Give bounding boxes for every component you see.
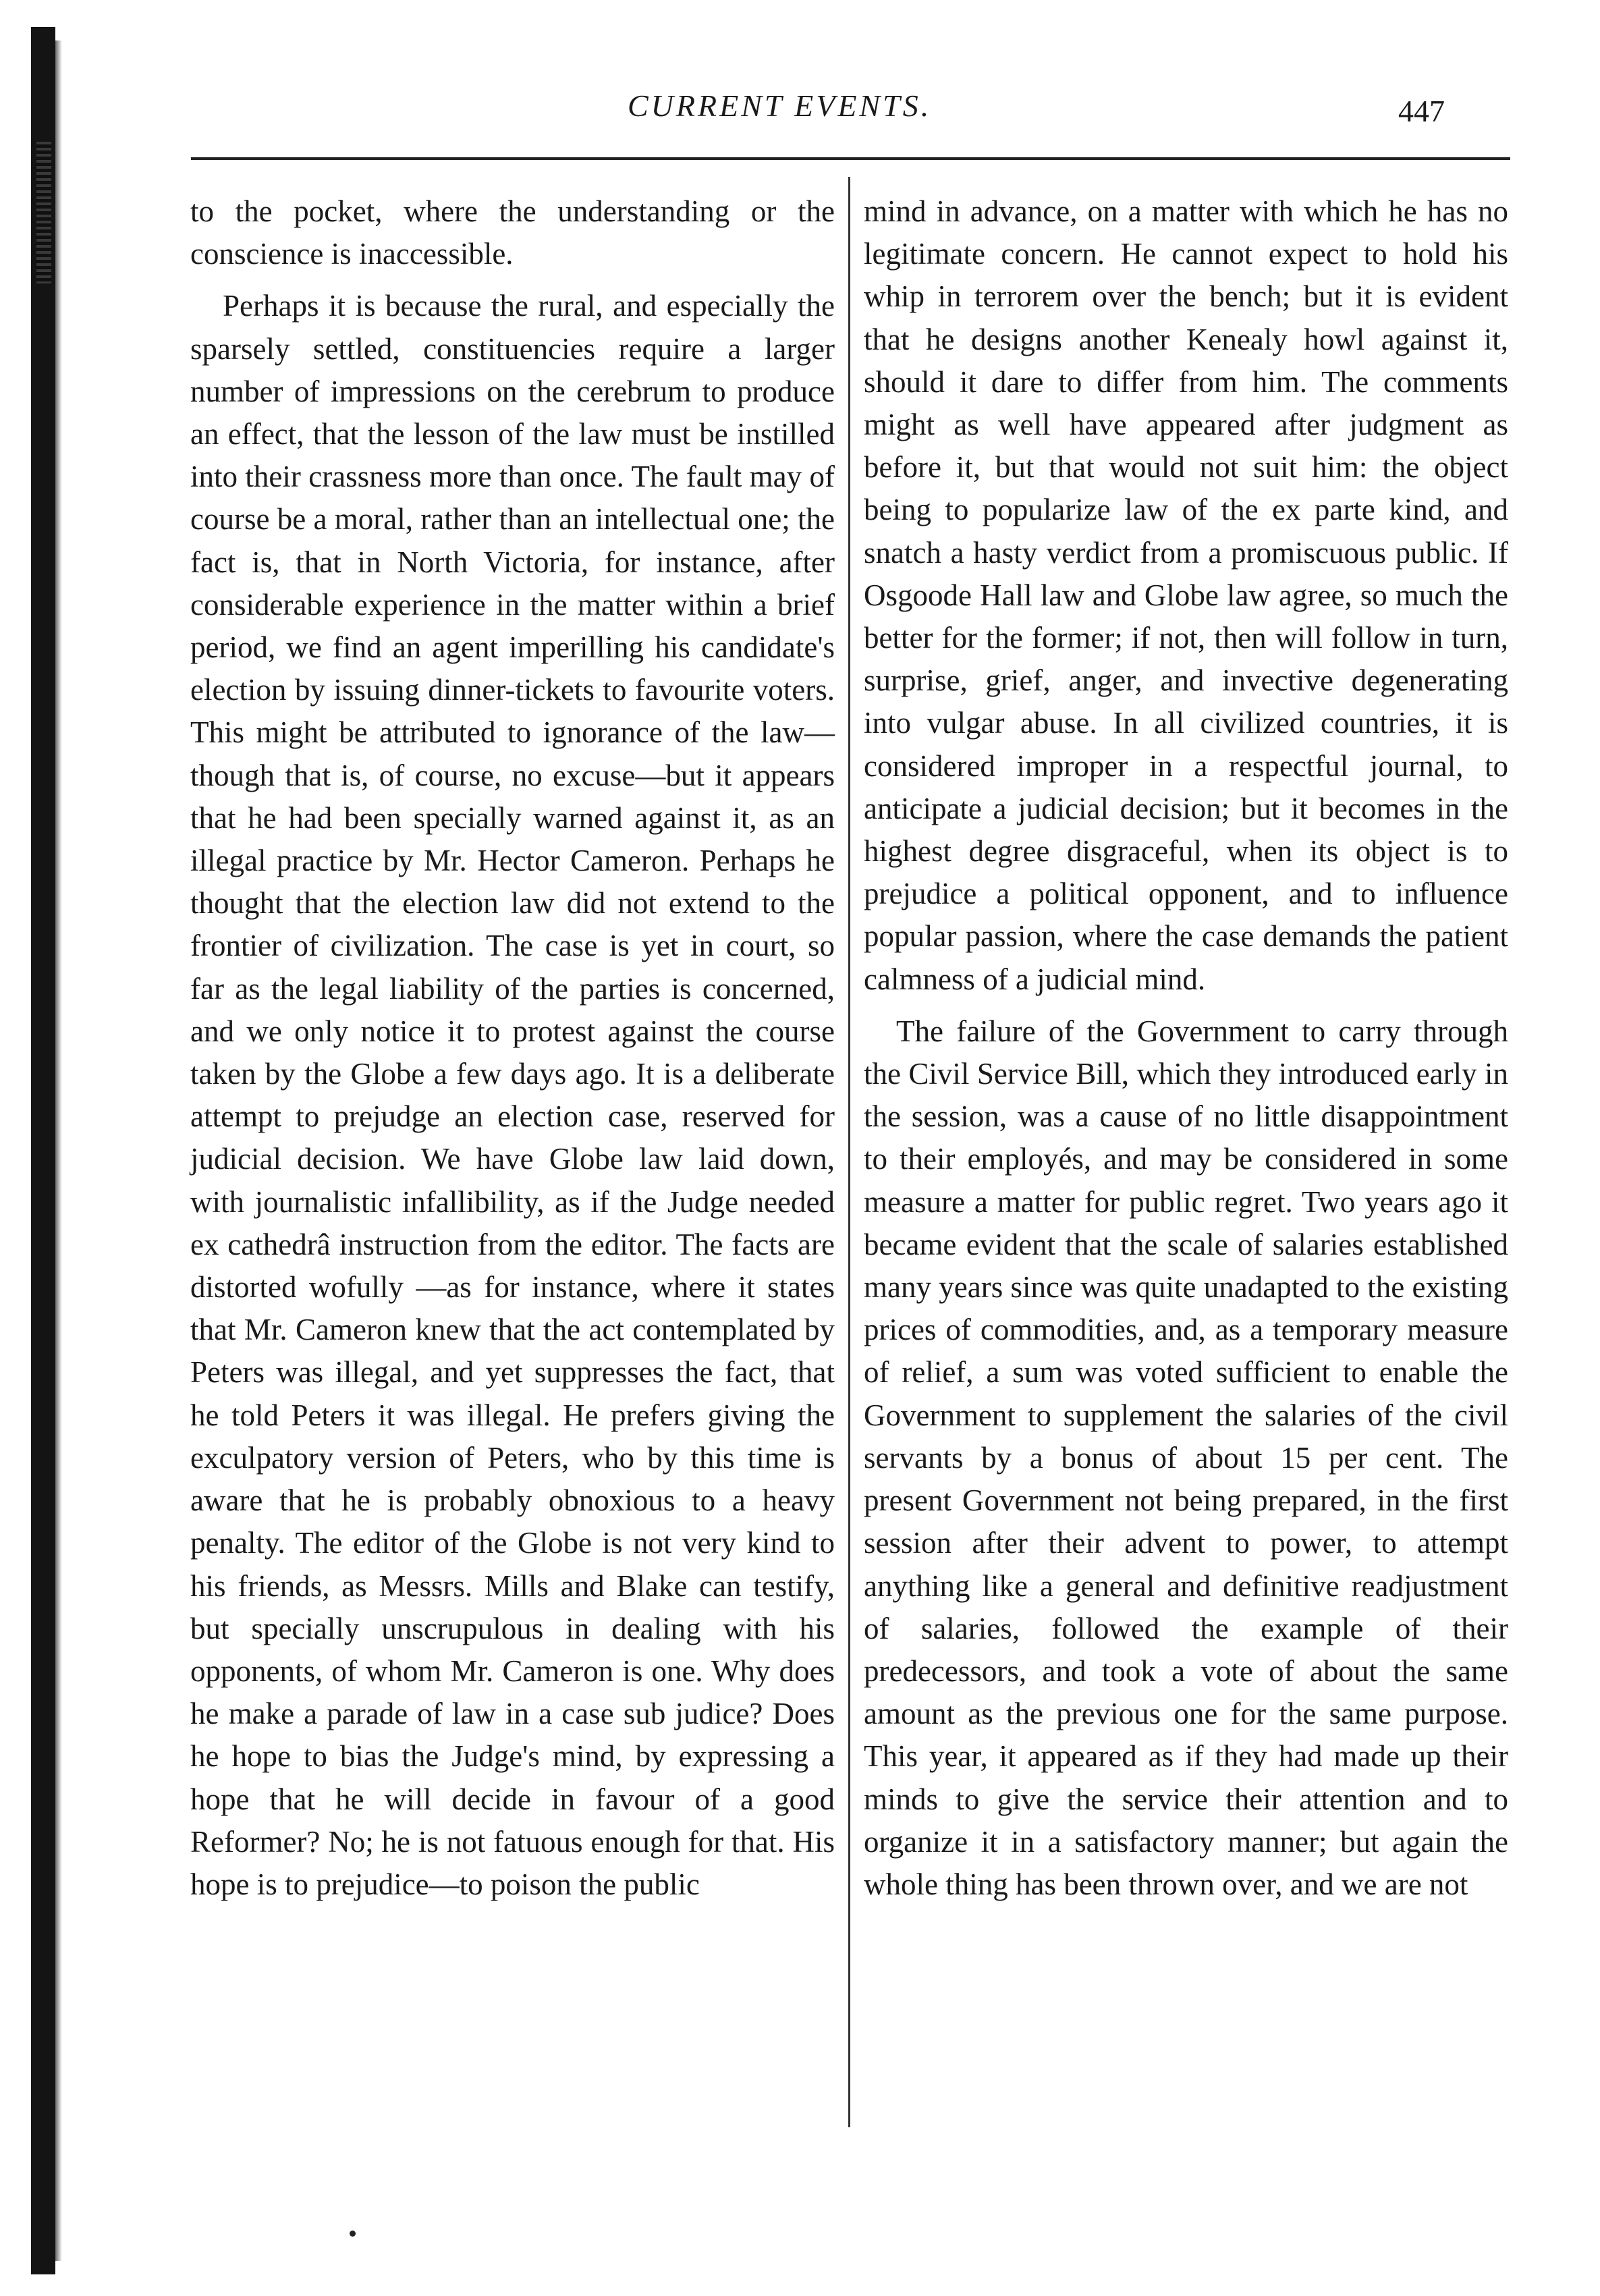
page-number: 447	[1398, 94, 1445, 128]
running-head	[0, 81, 1600, 142]
left-column	[190, 190, 835, 1906]
column-divider	[848, 177, 850, 2127]
binding-shadow	[55, 40, 62, 2261]
left-paragraph-1: to the pocket, where the understanding or the conscience is inaccessible.	[190, 194, 835, 271]
header-rule	[191, 157, 1510, 160]
running-title: CURRENT EVENTS.	[628, 88, 932, 123]
book-binding-edge	[31, 27, 55, 2274]
left-paragraph-2: Perhaps it is because the rural, and especially the sparsely settled, constituencies require a larger number of impressions on the cerebrum to produce an effect, that the lesson of the law must be instilled into their crassness more than once. The fault may of course be a moral, rather than an intellectual one; the fact is, that in North Victoria, for instance, after considerable experience in the matter within a brief period, we find an agent imperilling his candidate's election by issuing dinner-tickets to favourite voters. This might be attributed to ignorance of the law—though that is, of course, no excuse—but it appears that he had been specially warned against it, as an illegal practice by Mr. Hector Cameron. Perhaps he thought that the election law did not extend to the frontier of civilization. The case is yet in court, so far as the legal liability of the parties is concerned, and we only notice it to protest against the course taken by the Globe a few days ago. It is a deliberate attempt to prejudge an election case, reserved for judicial decision. We have Globe law laid down, with journalistic infallibility, as if the Judge needed ex cathedrâ instruction from the editor. The facts are distorted wofully —as for instance, where it states that Mr. Cameron knew that the act contemplated by Peters was illegal, and yet suppresses the fact, that he told Peters it was illegal. He prefers giving the exculpatory version of Peters, who by this time is aware that he is probably obnoxious to a heavy penalty. The editor of the Globe is not very kind to his friends, as Messrs. Mills and Blake can testify, but specially unscrupulous in dealing with his opponents, of whom Mr. Cameron is one. Why does he make a parade of law in a case sub judice? Does he hope to bias the Judge's mind, by expressing a hope that he will decide in favour of a good Reformer? No; he is not fatuous enough for that. His hope is to prejudice—to poison the public	[190, 289, 835, 1901]
right-paragraph-1: mind in advance, on a matter with which he has no legitimate concern. He cannot expect to hold his whip in terrorem over the bench; but it is evident that he designs another Kenealy howl against it, should it dare to differ from him. The comments might as well have appeared after judgment as before it, but that would not suit him: the object being to popularize law of the ex parte kind, and snatch a hasty verdict from a promiscuous public. If Osgoode Hall law and Globe law agree, so much the better for the former; if not, then will follow in turn, surprise, grief, anger, and invective degenerating into vulgar abuse. In all civilized countries, it is considered improper in a respectful journal, to anticipate a judicial decision; but it becomes in the highest degree disgraceful, when its object is to prejudice a political opponent, and to influence popular passion, where the case demands the patient calmness of a judicial mind.	[864, 194, 1508, 996]
right-paragraph-2: The failure of the Government to carry through the Civil Service Bill, which they introduced early in the session, was a cause of no little disappointment to their employés, and may be considered in some measure a matter for public regret. Two years ago it became evident that the scale of salaries established many years since was quite unadapted to the existing prices of commodities, and, as a temporary measure of relief, a sum was voted sufficient to enable the Government to supplement the salaries of the civil servants by a bonus of about 15 per cent. The present Government not being prepared, in the first session after their advent to power, to attempt anything like a general and definitive readjustment of salaries, followed the example of their predecessors, and took a vote of about the same amount as the previous one for the same purpose. This year, it appeared as if they had made up their minds to give the service their attention and to organize it in a satisfactory manner; but again the whole thing has been thrown over, and we are not	[864, 1014, 1508, 1901]
right-column	[864, 190, 1508, 1906]
print-speck	[350, 2231, 356, 2237]
